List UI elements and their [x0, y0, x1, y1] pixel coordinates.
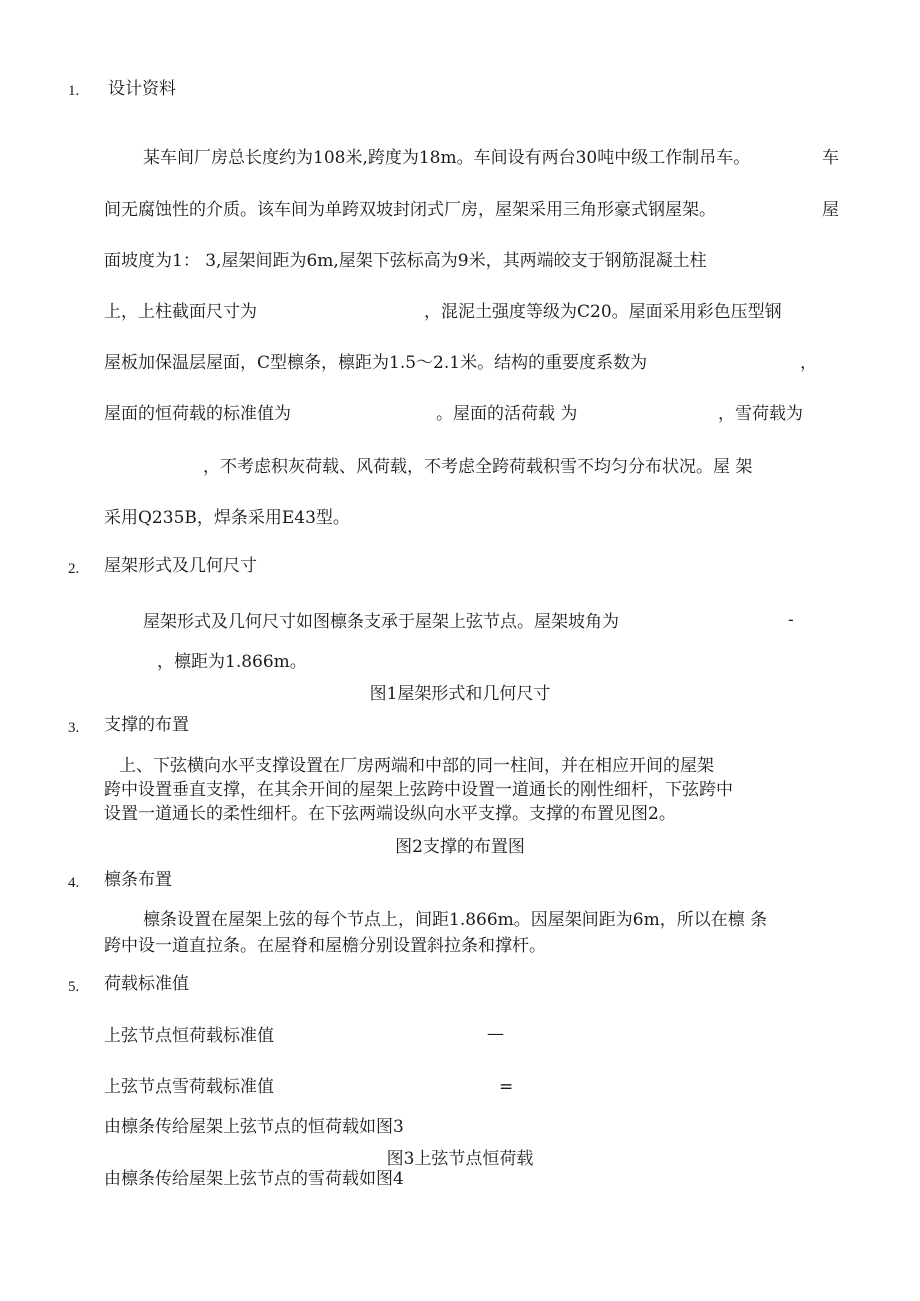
section-3-title: 支撑的布置	[104, 715, 189, 735]
p1-line-6b: 。屋面的活荷载 为	[436, 404, 578, 424]
section-1-title: 设计资料	[108, 79, 176, 99]
figure-3-reference: 由檩条传给屋架上弦节点的恒荷载如图3	[104, 1117, 404, 1137]
section-5-title: 荷载标准值	[104, 974, 189, 994]
section-2-title: 屋架形式及几何尺寸	[104, 556, 257, 576]
p2-line-2: ，檩距为1.866m。	[157, 652, 307, 672]
p1-line-4a: 上，上柱截面尺寸为	[104, 302, 257, 322]
p1-line-3: 面坡度为1： 3,屋架间距为6m,屋架下弦标高为9米，其两端皎支于钢筋混凝土柱	[104, 251, 707, 271]
section-1-number: 1.	[68, 83, 80, 99]
snow-load-label: 上弦节点雪荷载标准值	[104, 1077, 274, 1097]
figure-2-caption: 图2支撑的布置图	[395, 837, 525, 857]
dead-load-symbol: —	[487, 1024, 504, 1044]
snow-load-symbol: =	[499, 1077, 514, 1097]
section-3-number: 3.	[68, 720, 80, 736]
p1-line-8: 采用Q235B，焊条采用E43型。	[104, 508, 350, 528]
p1-line-1: 某车间厂房总长度约为108米,跨度为18m。车间设有两台30吨中级工作制吊车。	[143, 148, 751, 168]
p3-line-1: 上、下弦横向水平支撑设置在厂房两端和中部的同一柱间，并在相应开间的屋架	[119, 756, 714, 776]
section-4-title: 檩条布置	[104, 870, 172, 890]
p1-line-5a: 屋板加保温层屋面，C型檩条，檩距为1.5〜2.1米。结构的重要度系数为	[104, 353, 648, 373]
p1-line-6c: ，雪荷载为	[718, 404, 803, 424]
section-5-number: 5.	[68, 979, 80, 995]
figure-1-caption: 图1屋架形式和几何尺寸	[369, 684, 551, 704]
p4-line-1: 檩条设置在屋架上弦的每个节点上，间距1.866m。因屋架间距为6m，所以在檩 条	[143, 910, 768, 930]
p2-line-1: 屋架形式及几何尺寸如图檩条支承于屋架上弦节点。屋架坡角为	[143, 612, 619, 632]
p2-line-1-dash: -	[788, 610, 794, 630]
p3-line-3: 设置一道通长的柔性细杆。在下弦两端设纵向水平支撑。支撑的布置见图2。	[104, 804, 676, 824]
dead-load-label: 上弦节点恒荷载标准值	[104, 1026, 274, 1046]
p1-line-1-end: 车	[822, 148, 839, 168]
p1-line-5b: ，	[800, 353, 817, 373]
p1-line-2-end: 屋	[822, 200, 839, 220]
p3-line-2: 跨中设置垂直支撑，在其余开间的屋架上弦跨中设置一道通长的刚性细杆，下弦跨中	[104, 780, 733, 800]
p1-line-2: 间无腐蚀性的介质。该车间为单跨双坡封闭式厂房，屋架采用三角形豪式钢屋架。	[104, 200, 716, 220]
p1-line-6a: 屋面的恒荷载的标准值为	[104, 404, 291, 424]
figure-4-reference: 由檩条传给屋架上弦节点的雪荷载如图4	[104, 1169, 404, 1189]
p1-line-7: ，不考虑积灰荷载、风荷载，不考虑全跨荷载积雪不均匀分布状况。屋 架	[203, 457, 753, 477]
figure-3-caption: 图3上弦节点恒荷载	[386, 1149, 534, 1169]
section-4-number: 4.	[68, 875, 80, 891]
section-2-number: 2.	[68, 561, 80, 577]
p1-line-4b: ，混泥土强度等级为C20。屋面采用彩色压型钢	[424, 302, 782, 322]
p4-line-2: 跨中设一道直拉条。在屋脊和屋檐分别设置斜拉条和撑杆。	[104, 936, 546, 956]
